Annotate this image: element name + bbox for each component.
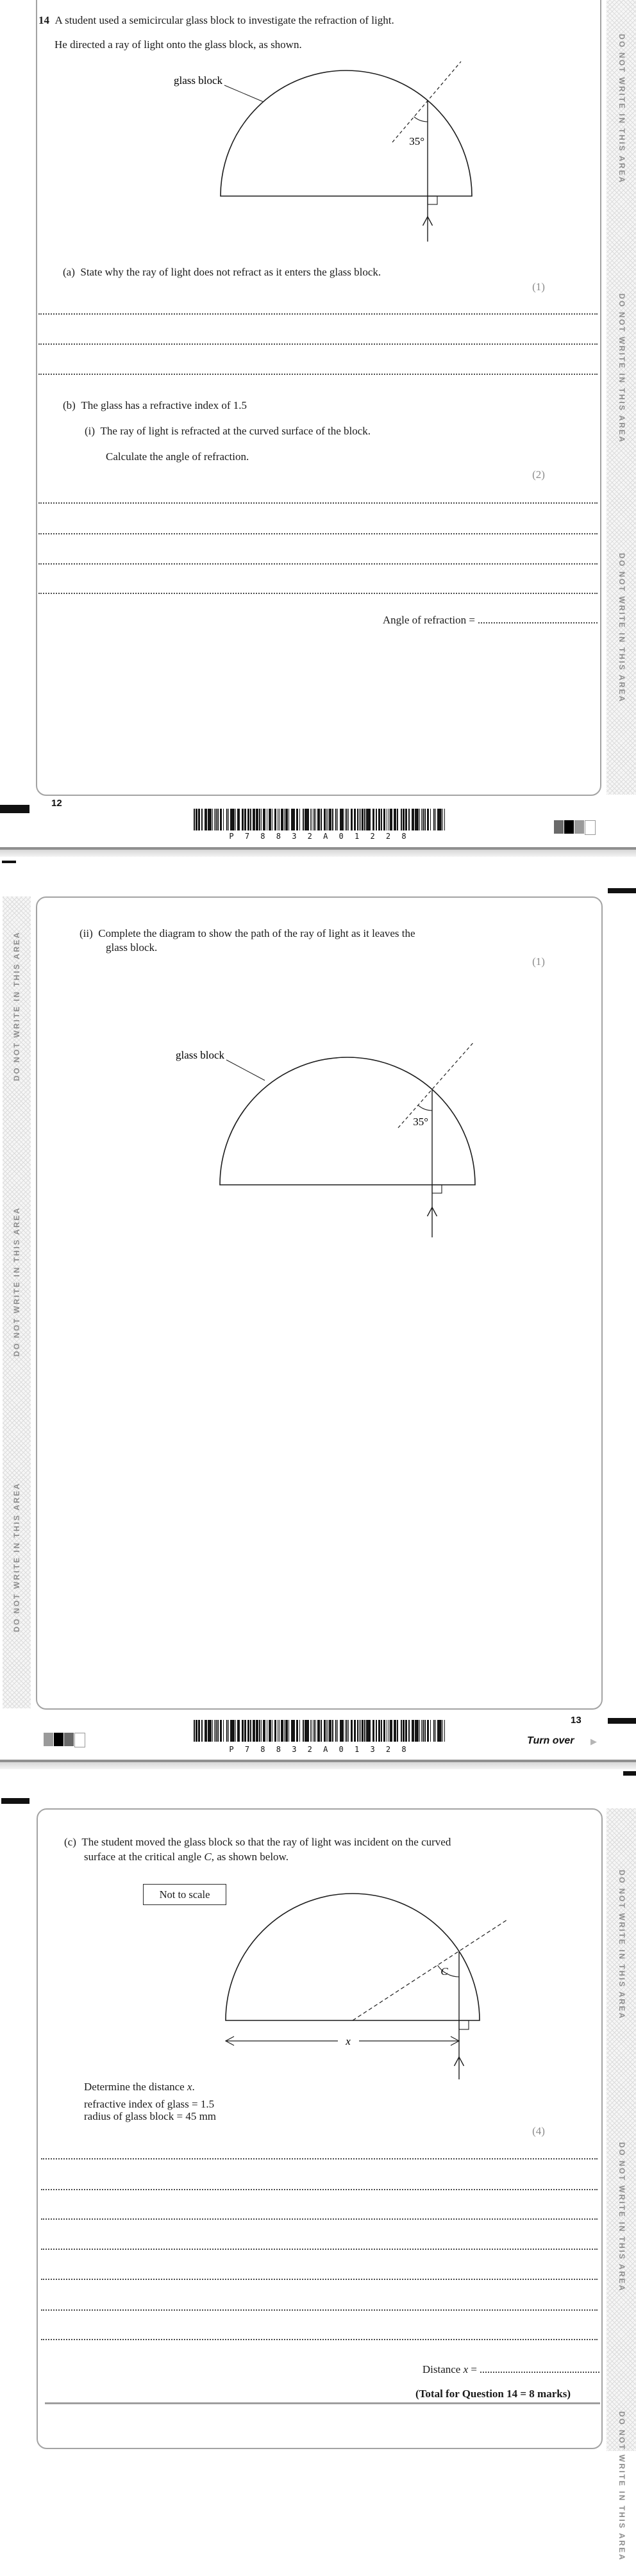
answer-line xyxy=(41,2279,598,2280)
angle-arc xyxy=(414,117,428,122)
do-not-write-label: DO NOT WRITE IN THIS AREA xyxy=(617,1869,626,2020)
angle-of-refraction-answer: Angle of refraction = xyxy=(276,614,598,627)
edge-tick-mark xyxy=(0,805,29,813)
critical-angle-symbol: C xyxy=(204,1851,212,1863)
part-b-line: (b) The glass has a refractive index of 1.5 xyxy=(63,399,247,411)
page-number-12: 12 xyxy=(51,798,62,809)
refractive-index-given: refractive index of glass = 1.5 xyxy=(84,2098,215,2110)
glass-block-label: glass block xyxy=(175,1049,224,1061)
part-b-i-calc: Calculate the angle of refraction. xyxy=(106,450,249,463)
not-to-scale-box: Not to scale xyxy=(143,1884,226,1905)
marks-b-ii: (1) xyxy=(532,955,545,968)
part-c-line2: surface at the critical angle C, as shown below. xyxy=(84,1851,289,1863)
do-not-write-label: DO NOT WRITE IN THIS AREA xyxy=(12,1482,21,1633)
part-a-line: (a) State why the ray of light does not refract as it enters the glass block. xyxy=(63,266,381,278)
barcode-page12 xyxy=(194,809,445,830)
do-not-write-label: DO NOT WRITE IN THIS AREA xyxy=(617,2411,626,2562)
answer-line xyxy=(41,2158,598,2159)
question-14-directed: He directed a ray of light onto the glass block, as shown. xyxy=(54,38,302,51)
edge-tick-mark xyxy=(608,888,636,893)
part-c-line1: (c) The student moved the glass block so that the ray of light was incident on the curved xyxy=(64,1836,451,1848)
question-end-rule xyxy=(45,2402,600,2404)
semicircle-diagram-page13 xyxy=(147,1021,506,1242)
x-distance-label: x xyxy=(346,2035,351,2047)
determine-distance-line: Determine the distance x. xyxy=(84,2081,195,2093)
do-not-write-label: DO NOT WRITE IN THIS AREA xyxy=(617,33,626,185)
part-b-i-line: (i) The ray of light is refracted at the curved surface of the block. xyxy=(85,425,371,437)
do-not-write-label: DO NOT WRITE IN THIS AREA xyxy=(617,2142,626,2293)
do-not-write-label: DO NOT WRITE IN THIS AREA xyxy=(12,930,21,1082)
do-not-write-label: DO NOT WRITE IN THIS AREA xyxy=(12,1206,21,1357)
answer-line xyxy=(38,374,598,375)
do-not-write-label: DO NOT WRITE IN THIS AREA xyxy=(617,552,626,704)
answer-line xyxy=(38,533,598,534)
question-number: 14 xyxy=(38,14,49,26)
radius-given: radius of glass block = 45 mm xyxy=(84,2110,217,2122)
answer-line xyxy=(41,2189,598,2190)
edge-tick-mark xyxy=(1,1798,29,1804)
part-b-ii-line2: glass block. xyxy=(106,941,158,954)
edge-tick-mark xyxy=(608,1718,636,1724)
answer-line xyxy=(41,2249,598,2250)
normal-dashed-line xyxy=(353,1920,507,2020)
edge-tick-mark xyxy=(2,861,16,863)
print-registration-blocks xyxy=(554,820,596,835)
right-angle-mark xyxy=(428,196,437,204)
answer-line xyxy=(38,593,598,594)
page-separator-shadow xyxy=(0,850,636,857)
critical-angle-label: C xyxy=(440,1965,448,1977)
glass-block-label: glass block xyxy=(173,74,222,87)
answer-dotted-field xyxy=(480,2370,599,2373)
angle-arc xyxy=(418,1105,432,1110)
marks-b-i: (2) xyxy=(532,468,545,481)
critical-angle-diagram-page14 xyxy=(147,1857,532,2083)
answer-line xyxy=(41,2339,598,2340)
total-marks-line: (Total for Question 14 = 8 marks) xyxy=(415,2388,571,2400)
normal-dashed-line xyxy=(392,62,461,142)
marks-a: (1) xyxy=(532,281,545,293)
answer-line xyxy=(38,563,598,565)
page-separator-shadow xyxy=(0,1762,636,1769)
angle-35-label: 35° xyxy=(413,1116,428,1128)
answer-line xyxy=(41,2309,598,2311)
right-angle-mark xyxy=(459,2020,469,2029)
turn-over-arrow-icon: ▶ xyxy=(590,1737,597,1747)
barcode-text-page12: P 7 8 8 3 2 A 0 1 2 2 8 xyxy=(229,832,410,841)
page-number-13: 13 xyxy=(571,1715,582,1726)
semicircle-diagram-page12 xyxy=(147,60,506,247)
marks-c: (4) xyxy=(532,2125,545,2137)
barcode-page13 xyxy=(194,1720,445,1742)
glass-block-outline xyxy=(226,1894,480,2020)
right-angle-mark xyxy=(432,1185,442,1193)
label-leader-line xyxy=(224,85,264,102)
distance-x-answer: Distance x = xyxy=(276,2363,599,2376)
answer-line xyxy=(41,2218,598,2220)
do-not-write-label: DO NOT WRITE IN THIS AREA xyxy=(617,293,626,444)
glass-block-outline xyxy=(220,1057,475,1185)
answer-dotted-field xyxy=(478,621,598,623)
page13-content-box xyxy=(36,896,603,1710)
normal-dashed-line xyxy=(398,1041,474,1128)
part-b-ii-line1: (ii) Complete the diagram to show the path of the ray of light as it leaves the xyxy=(80,927,415,939)
answer-line xyxy=(38,502,598,504)
edge-tick-mark xyxy=(623,1771,636,1776)
answer-line xyxy=(38,313,598,315)
question-14-intro: 14 A student used a semicircular glass block to investigate the refraction of light. xyxy=(38,14,394,26)
answer-line xyxy=(38,343,598,345)
barcode-text-page13: P 7 8 8 3 2 A 0 1 3 2 8 xyxy=(229,1745,410,1754)
label-leader-line xyxy=(226,1060,265,1080)
glass-block-outline xyxy=(221,70,472,196)
turn-over-label: Turn over xyxy=(527,1735,574,1746)
angle-35-label: 35° xyxy=(409,135,424,147)
print-registration-blocks xyxy=(44,1733,85,1747)
